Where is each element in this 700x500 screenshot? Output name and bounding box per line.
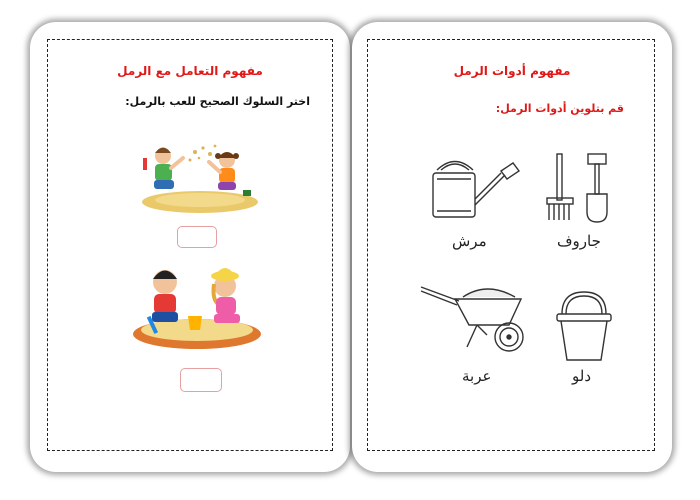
- tool-label-watering-can: مرش: [452, 232, 487, 250]
- answer-box-1[interactable]: [177, 226, 217, 248]
- dashed-frame: [367, 39, 655, 451]
- tool-label-wheelbarrow: عربة: [462, 367, 492, 385]
- worksheet-sand-behavior: [30, 22, 350, 472]
- rake-and-shovel-icon: [542, 150, 617, 228]
- instruction-text: اختر السلوك الصحيح للعب بالرمل:: [125, 95, 310, 108]
- kids-sandbox-illustration: [130, 254, 265, 354]
- instruction-text: قم بتلوين أدوات الرمل:: [495, 102, 624, 115]
- wheelbarrow-icon: [417, 285, 527, 360]
- answer-box-2[interactable]: [180, 368, 222, 392]
- worksheet-sand-tools: [352, 22, 672, 472]
- page-title: مفهوم أدوات الرمل: [453, 64, 571, 78]
- watering-can-icon: [427, 155, 522, 225]
- tool-label-shovel: جاروف: [557, 232, 601, 250]
- bucket-icon: [554, 290, 614, 362]
- page-title: مفهوم التعامل مع الرمل: [117, 64, 263, 78]
- kids-throwing-sand-illustration: [135, 140, 265, 215]
- tool-label-bucket: دلو: [572, 367, 591, 385]
